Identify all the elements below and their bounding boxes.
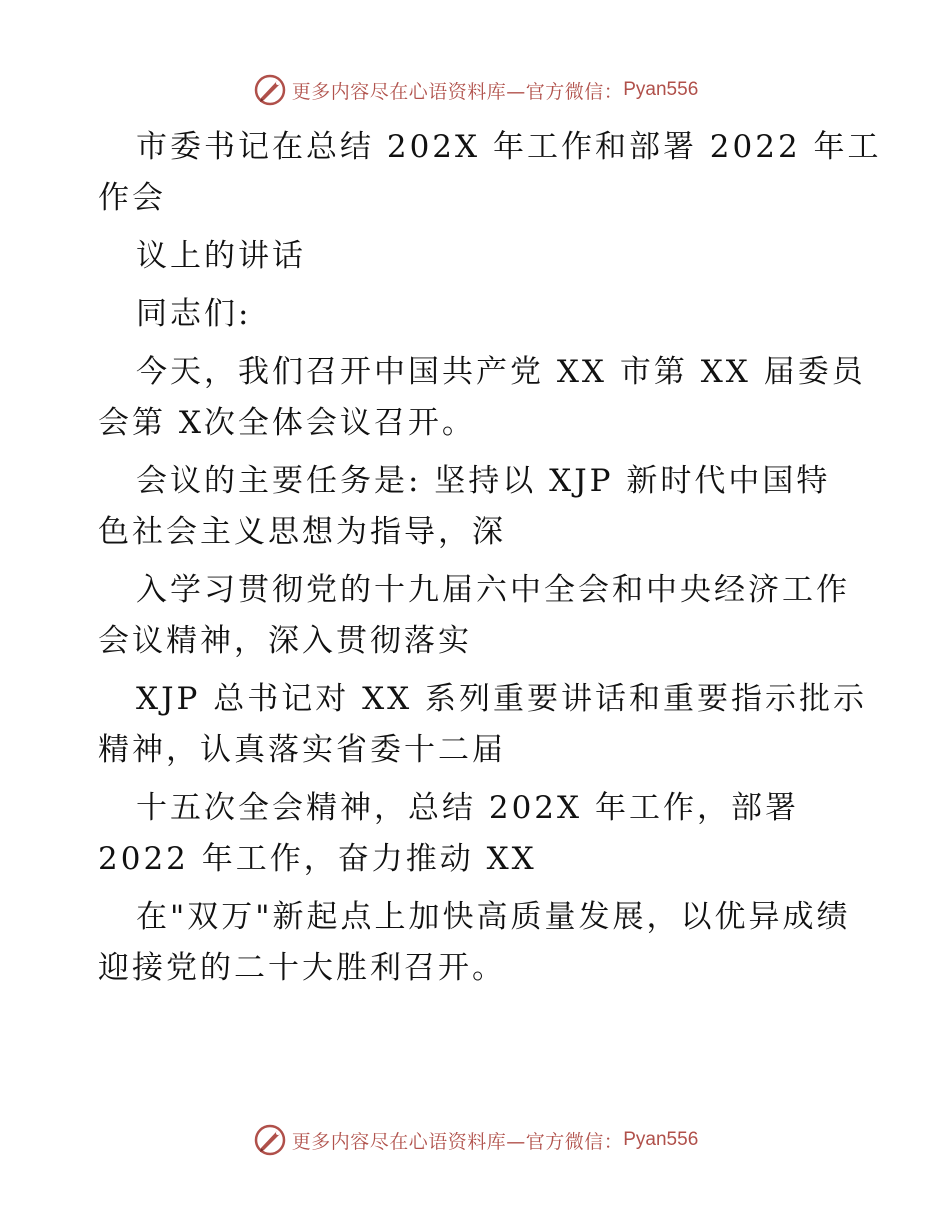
footer-watermark-banner: [0, 1120, 950, 1160]
title-line: 议上的讲话: [136, 238, 306, 274]
paragraph-line: 色社会主义思想为指导，深: [98, 514, 506, 550]
paragraph-line: 2022 年工作，奋力推动 XX: [98, 841, 537, 877]
paragraph-line: 入学习贯彻党的十九届六中全会和中央经济工作: [136, 572, 850, 608]
title-line: 作会: [98, 180, 166, 216]
header-watermark-banner: [0, 70, 950, 110]
salutation: 同志们:: [136, 296, 252, 332]
paragraph-line: 会第 X次全体会议召开。: [98, 405, 476, 441]
watermark-text: 更多内容尽在心语资料库—官方微信：: [291, 1130, 624, 1153]
watermark-handle: Pyan556: [623, 79, 699, 100]
watermark-handle: Pyan556: [623, 1129, 699, 1150]
paragraph-line: 今天，我们召开中国共产党 XX 市第 XX 届委员: [136, 354, 866, 390]
pen-logo-icon: [252, 72, 288, 108]
watermark-text: 更多内容尽在心语资料库—官方微信：: [291, 80, 624, 103]
paragraph-line: 精神，认真落实省委十二届: [98, 732, 506, 768]
paragraph-line: 在"双万"新起点上加快高质量发展，以优异成绩: [136, 899, 851, 935]
paragraph-line: 迎接党的二十大胜利召开。: [98, 950, 506, 986]
pen-logo-icon: [252, 1122, 288, 1158]
paragraph-line: 十五次全会精神，总结 202X 年工作，部署: [136, 790, 799, 826]
title-line: 市委书记在总结 202X 年工作和部署 2022 年工: [136, 129, 882, 165]
paragraph-line: 会议的主要任务是: 坚持以 XJP 新时代中国特: [136, 463, 831, 499]
paragraph-line: XJP 总书记对 XX 系列重要讲话和重要指示批示: [136, 681, 868, 717]
document-body: [98, 122, 882, 994]
paragraph-line: 会议精神，深入贯彻落实: [98, 623, 472, 659]
